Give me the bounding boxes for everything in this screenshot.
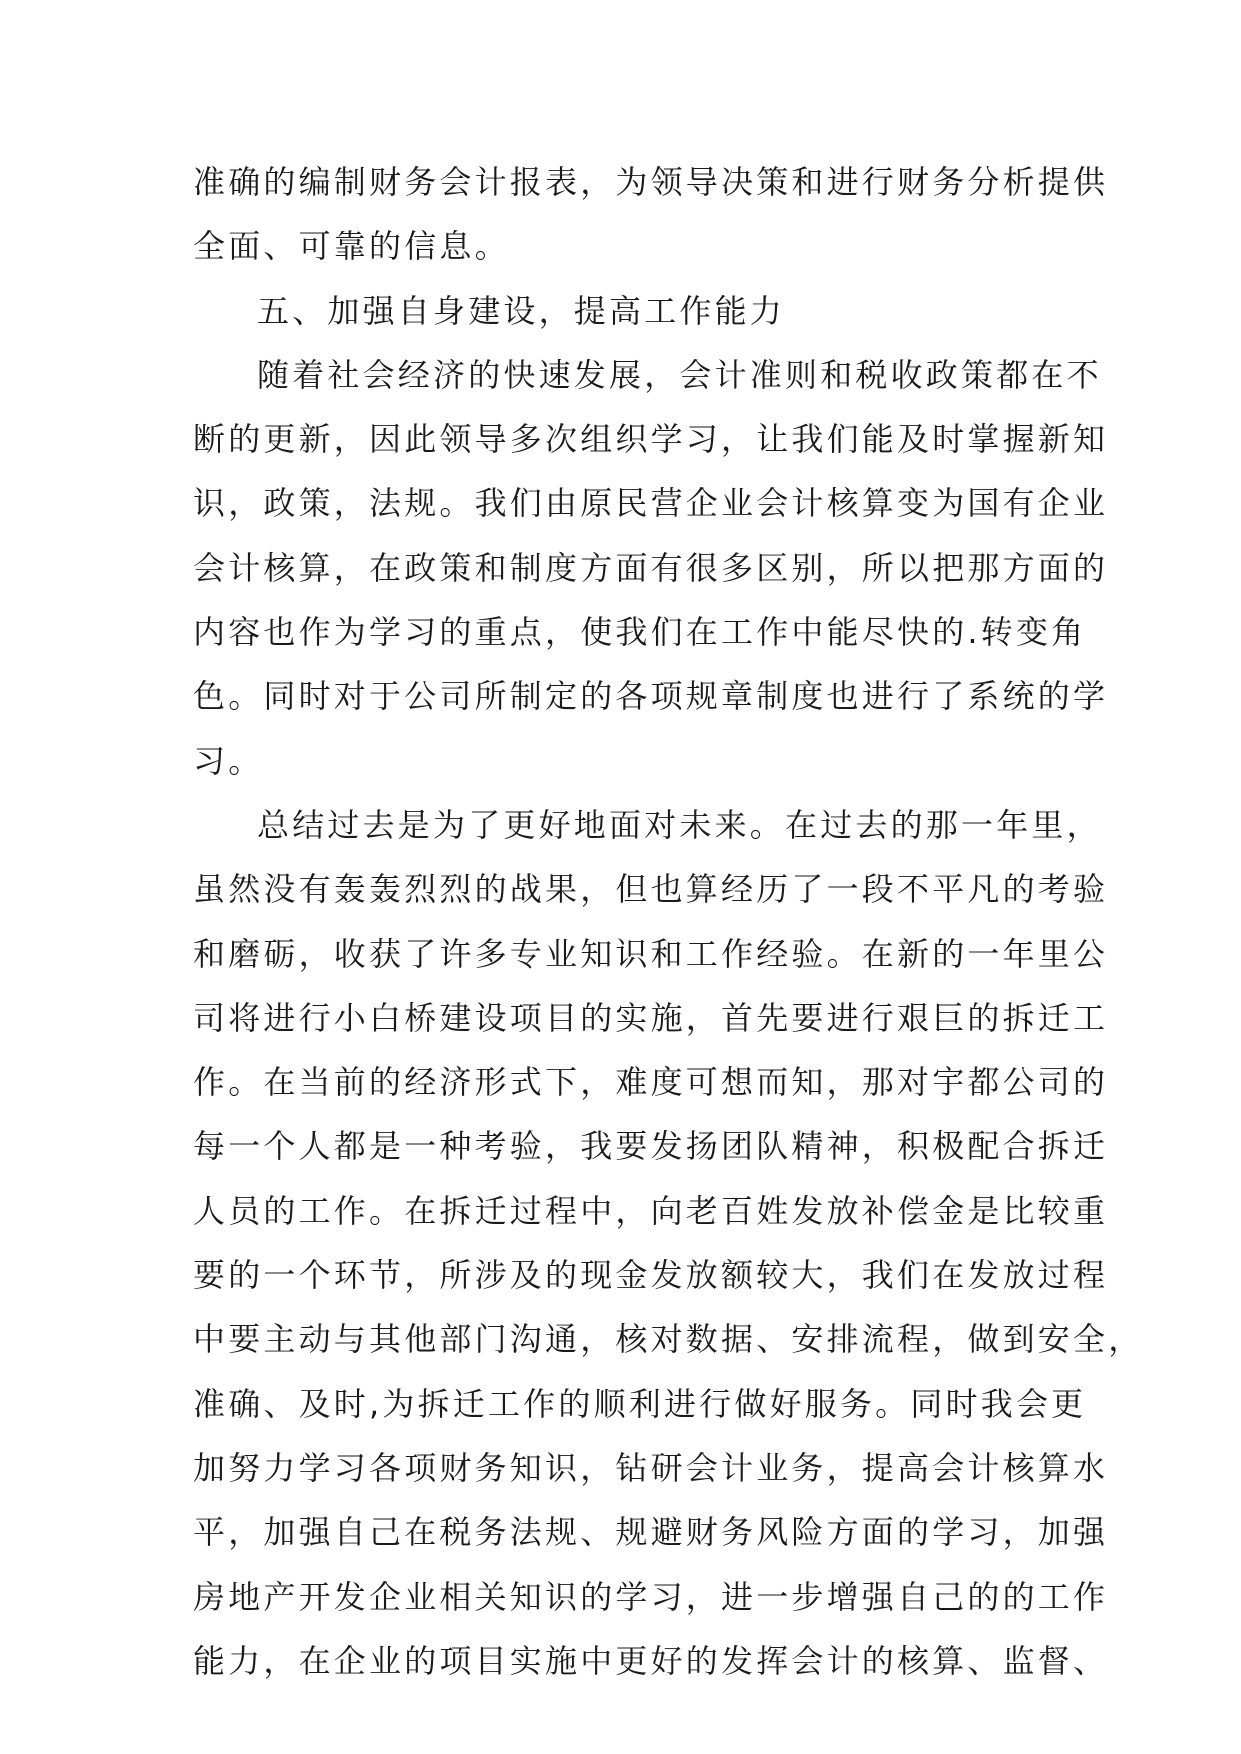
text-line: 中要主动与其他部门沟通，核对数据、安排流程，做到安全，	[193, 1320, 1144, 1359]
text-line: 总结过去是为了更好地面对未来。在过去的那一年里，	[257, 805, 1102, 844]
text-line: 识，政策，法规。我们由原民营企业会计核算变为国有企业	[193, 484, 1109, 523]
text-line: 平，加强自己在税务法规、规避财务风险方面的学习，加强	[193, 1513, 1109, 1552]
body-text	[193, 150, 1144, 1693]
text-line: 作。在当前的经济形式下，难度可想而知，那对宇都公司的	[193, 1063, 1109, 1102]
text-line: 内容也作为学习的重点，使我们在工作中能尽快的.转变角	[193, 613, 1087, 652]
text-line: 准确的编制财务会计报表，为领导决策和进行财务分析提供	[193, 163, 1109, 201]
section-heading: 五、加强自身建设，提高工作能力	[257, 291, 786, 330]
text-line: 随着社会经济的快速发展，会计准则和税收政策都在不	[257, 355, 1102, 394]
text-line: 习。	[193, 741, 264, 780]
text-line: 准确、及时,为拆迁工作的顺利进行做好服务。同时我会更	[193, 1384, 1087, 1423]
text-line: 房地产开发企业相关知识的学习，进一步增强自己的的工作	[193, 1577, 1109, 1616]
text-line: 虽然没有轰轰烈烈的战果，但也算经历了一段不平凡的考验	[193, 870, 1109, 909]
text-line: 会计核算，在政策和制度方面有很多区别，所以把那方面的	[193, 548, 1109, 587]
text-line: 司将进行小白桥建设项目的实施，首先要进行艰巨的拆迁工	[193, 998, 1109, 1037]
text-line: 加努力学习各项财务知识，钻研会计业务，提高会计核算水	[193, 1448, 1109, 1487]
text-line: 要的一个环节，所涉及的现金发放额较大，我们在发放过程	[193, 1256, 1109, 1295]
text-line: 能力，在企业的项目实施中更好的发挥会计的核算、监督、	[193, 1641, 1109, 1680]
text-line: 每一个人都是一种考验，我要发扬团队精神，积极配合拆迁	[193, 1127, 1109, 1166]
text-line: 断的更新，因此领导多次组织学习，让我们能及时掌握新知	[193, 420, 1109, 459]
text-line: 全面、可靠的信息。	[193, 227, 510, 266]
text-line: 和磨砺，收获了许多专业知识和工作经验。在新的一年里公	[193, 934, 1109, 973]
text-line: 人员的工作。在拆迁过程中，向老百姓发放补偿金是比较重	[193, 1191, 1109, 1230]
text-line: 色。同时对于公司所制定的各项规章制度也进行了系统的学	[193, 677, 1109, 716]
